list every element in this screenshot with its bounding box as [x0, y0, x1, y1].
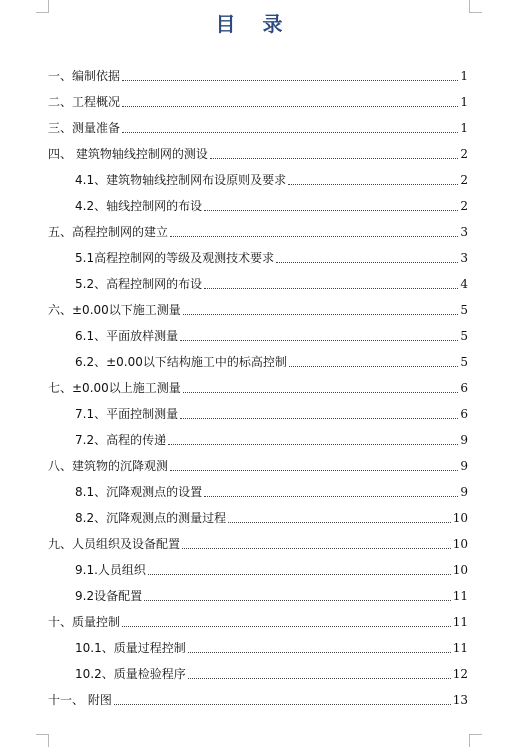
toc-entry-label: 7.1、平面控制测量 — [75, 407, 179, 421]
toc-page-number: 2 — [460, 173, 468, 187]
toc-entry[interactable] — [48, 426, 468, 452]
toc-entry[interactable] — [48, 478, 468, 504]
toc-page-number: 9 — [460, 485, 468, 499]
toc-entry-label: 十一、 附图 — [48, 693, 112, 707]
toc-dot-leader — [144, 599, 451, 601]
toc-page-number: 9 — [460, 433, 468, 447]
toc-page-number: 6 — [460, 381, 468, 395]
toc-entry[interactable] — [48, 530, 468, 556]
toc-dot-leader — [204, 287, 458, 289]
toc-entry-label: 9.2设备配置 — [75, 589, 143, 603]
toc-page-number: 2 — [460, 147, 468, 161]
toc-entry[interactable] — [48, 140, 468, 166]
toc-entry[interactable] — [48, 322, 468, 348]
toc-page-number: 11 — [452, 589, 468, 603]
toc-page-number: 10 — [452, 563, 468, 577]
toc-entry[interactable] — [48, 192, 468, 218]
toc-dot-leader — [289, 365, 459, 367]
toc-page-number: 5 — [460, 303, 468, 317]
toc-page-number: 11 — [452, 641, 468, 655]
toc-page-number: 2 — [460, 199, 468, 213]
toc-entry[interactable] — [48, 270, 468, 296]
toc-entry-label: 九、人员组织及设备配置 — [48, 537, 181, 551]
toc-entry[interactable] — [48, 218, 468, 244]
toc-entry-label: 6.1、平面放样测量 — [75, 329, 179, 343]
toc-entry[interactable] — [48, 608, 468, 634]
toc-entry-label: 五、高程控制网的建立 — [48, 225, 169, 239]
toc-dot-leader — [204, 495, 458, 497]
toc-page-number: 10 — [452, 537, 468, 551]
toc-page-number: 10 — [452, 511, 468, 525]
toc-entry[interactable] — [48, 686, 468, 712]
toc-entry-label: 10.1、质量过程控制 — [75, 641, 186, 655]
toc-dot-leader — [122, 79, 458, 81]
toc-entry-label: 5.2、高程控制网的布设 — [75, 277, 203, 291]
toc-entry-label: 十、质量控制 — [48, 615, 121, 629]
toc-entry[interactable] — [48, 166, 468, 192]
toc-entry-label: 10.2、质量检验程序 — [75, 667, 186, 681]
toc-page-number: 3 — [460, 251, 468, 265]
toc-page-number: 9 — [460, 459, 468, 473]
toc-page-number: 13 — [452, 693, 468, 707]
toc-entry[interactable] — [48, 582, 468, 608]
toc-entry-label: 7.2、高程的传递 — [75, 433, 167, 447]
toc-dot-leader — [122, 625, 451, 627]
toc-entry[interactable] — [48, 244, 468, 270]
toc-entry-label: 9.1.人员组织 — [75, 563, 146, 577]
toc-entry-label: 八、建筑物的沉降观测 — [48, 459, 169, 473]
toc-page-number: 5 — [460, 355, 468, 369]
toc-page-number: 1 — [460, 121, 468, 135]
toc-entry-label: 8.1、沉降观测点的设置 — [75, 485, 203, 499]
toc-entry-label: 8.2、沉降观测点的测量过程 — [75, 511, 227, 525]
toc-entry-label: 四、 建筑物轴线控制网的测设 — [48, 147, 208, 161]
toc-page-number: 12 — [452, 667, 468, 681]
toc-entry-label: 5.1高程控制网的等级及观测技术要求 — [75, 251, 275, 265]
toc-page-number: 4 — [460, 277, 468, 291]
toc-entry[interactable] — [48, 348, 468, 374]
toc-dot-leader — [182, 547, 451, 549]
toc-entry-label: 4.1、建筑物轴线控制网布设原则及要求 — [75, 173, 287, 187]
toc-dot-leader — [183, 313, 459, 315]
toc-dot-leader — [183, 391, 459, 393]
crop-mark-bottom-right — [469, 734, 482, 747]
toc-entry[interactable] — [48, 556, 468, 582]
toc-dot-leader — [188, 651, 451, 653]
toc-entry[interactable] — [48, 88, 468, 114]
toc-entry-label: 六、±0.00以下施工测量 — [48, 303, 181, 317]
toc-dot-leader — [170, 235, 458, 237]
toc-dot-leader — [276, 261, 458, 263]
toc-dot-leader — [148, 573, 451, 575]
toc-entry[interactable] — [48, 374, 468, 400]
toc-entry[interactable] — [48, 62, 468, 88]
toc-entry[interactable] — [48, 114, 468, 140]
toc-entry-label: 二、工程概况 — [48, 95, 121, 109]
toc-entry-label: 一、编制依据 — [48, 69, 121, 83]
toc-title: 目 录 — [215, 12, 293, 36]
toc-entry[interactable] — [48, 296, 468, 322]
toc-page-number: 11 — [452, 615, 468, 629]
crop-mark-bottom-left — [36, 734, 49, 747]
toc-dot-leader — [204, 209, 458, 211]
toc-dot-leader — [288, 183, 458, 185]
toc-entry[interactable] — [48, 452, 468, 478]
toc-page-number: 5 — [460, 329, 468, 343]
toc-page-number: 6 — [460, 407, 468, 421]
toc-dot-leader — [188, 677, 451, 679]
toc-entry-label: 6.2、±0.00以下结构施工中的标高控制 — [75, 355, 287, 369]
toc-dot-leader — [122, 131, 458, 133]
toc-dot-leader — [180, 417, 458, 419]
toc-entry[interactable] — [48, 400, 468, 426]
toc-dot-leader — [122, 105, 458, 107]
toc-dot-leader — [228, 521, 451, 523]
toc-entry[interactable] — [48, 634, 468, 660]
toc-entry-label: 三、测量准备 — [48, 121, 121, 135]
toc-page-number: 1 — [460, 69, 468, 83]
toc-dot-leader — [210, 157, 459, 159]
toc-page-number: 1 — [460, 95, 468, 109]
toc-entry-label: 4.2、轴线控制网的布设 — [75, 199, 203, 213]
toc-entry-label: 七、±0.00以上施工测量 — [48, 381, 181, 395]
toc-page-number: 3 — [460, 225, 468, 239]
toc-list — [48, 62, 468, 712]
toc-entry[interactable] — [48, 504, 468, 530]
toc-dot-leader — [170, 469, 458, 471]
toc-dot-leader — [114, 703, 451, 705]
toc-entry[interactable] — [48, 660, 468, 686]
toc-dot-leader — [180, 339, 458, 341]
toc-dot-leader — [168, 443, 458, 445]
